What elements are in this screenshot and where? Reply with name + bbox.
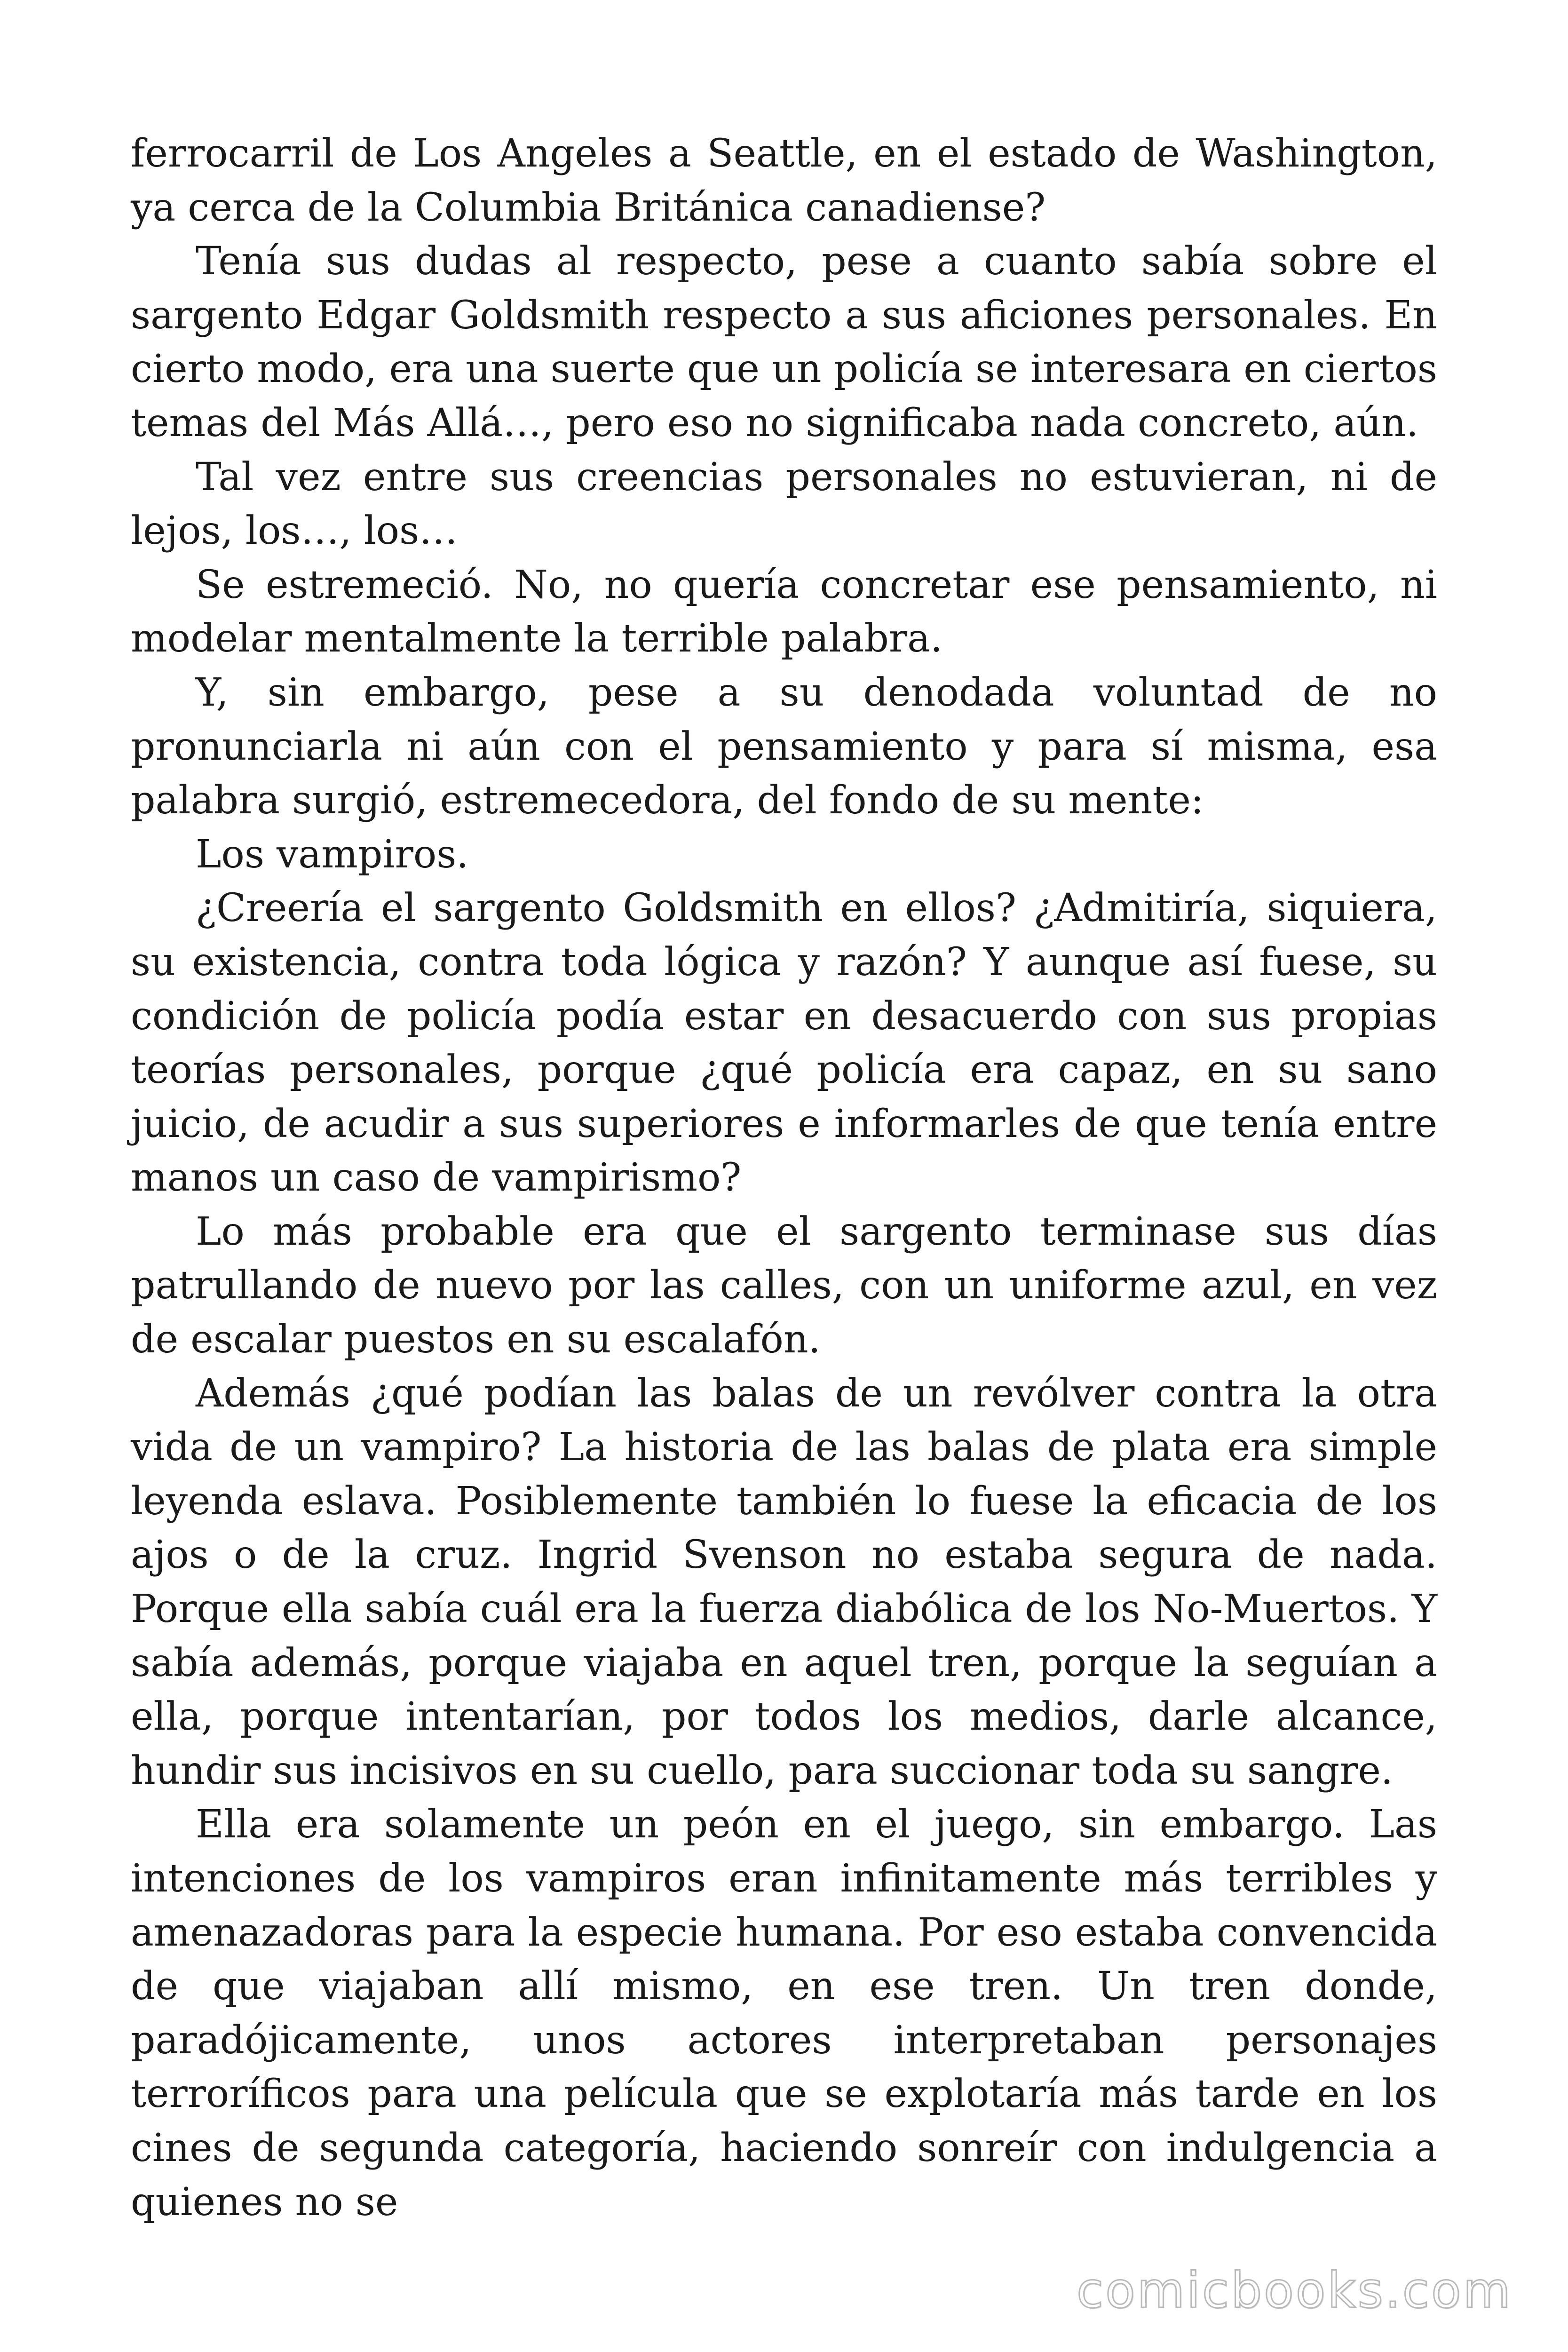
body-text xyxy=(131,127,1437,2229)
paragraph-2: Tenía sus dudas al respecto, pese a cuanto sabía sobre el sargento Edgar Goldsmith respecto a sus aficiones personales. En cierto modo, era una suerte que un policía se interesara en ciertos temas del Más Allá…, pero eso no significaba nada concreto, aún. xyxy=(131,239,1437,445)
paragraph-1: ferrocarril de Los Angeles a Seattle, en el estado de Washington, ya cerca de la Columbia Británica canadiense? xyxy=(131,131,1437,230)
paragraph-4: Se estremeció. No, no quería concretar ese pensamiento, ni modelar mentalmente la terrible palabra. xyxy=(131,562,1437,661)
paragraph-3: Tal vez entre sus creencias personales no estuvieran, ni de lejos, los…, los… xyxy=(131,454,1437,554)
paragraph-8: Lo más probable era que el sargento terminase sus días patrullando de nuevo por las calles, con un uniforme azul, en vez de escalar puestos en su escalafón. xyxy=(131,1209,1437,1362)
watermark: comicbooks.com xyxy=(1076,2262,1513,2319)
paragraph-6: Los vampiros. xyxy=(196,832,469,877)
paragraph-5: Y, sin embargo, pese a su denodada voluntad de no pronunciarla ni aún con el pensamiento y para sí misma, esa palabra surgió, estremecedora, del fondo de su mente: xyxy=(131,670,1437,823)
paragraph-9: Además ¿qué podían las balas de un revólver contra la otra vida de un vampiro? La historia de las balas de plata era simple leyenda eslava. Posiblemente también lo fuese la eficacia de los ajos o de la cruz. Ingrid Svenson no estaba segura de nada. Porque ella sabía cuál era la fuerza diabólica de los No-Muertos. Y sabía además, porque viajaba en aquel tren, porque la seguían a ella, porque intentarían, por todos los medios, darle alcance, hundir sus incisivos en su cuello, para succionar toda su sangre. xyxy=(131,1371,1437,1793)
paragraph-7: ¿Creería el sargento Goldsmith en ellos? ¿Admitiría, siquiera, su existencia, contra toda lógica y razón? Y aunque así fuese, su condición de policía podía estar en desacuerdo con sus propias teorías personales, porque ¿qué policía era capaz, en su sano juicio, de acudir a sus superiores e informarles de que tenía entre manos un caso de vampirismo? xyxy=(131,886,1437,1200)
paragraph-10: Ella era solamente un peón en el juego, sin embargo. Las intenciones de los vampiros eran infinitamente más terribles y amenazadoras para la especie humana. Por eso estaba convencida de que viajaban allí mismo, en ese tren. Un tren donde, paradójicamente, unos actores interpretaban personajes terroríficos para una película que se explotaría más tarde en los cines de segunda categoría, haciendo sonreír con indulgencia a quienes no se xyxy=(131,1802,1437,2225)
